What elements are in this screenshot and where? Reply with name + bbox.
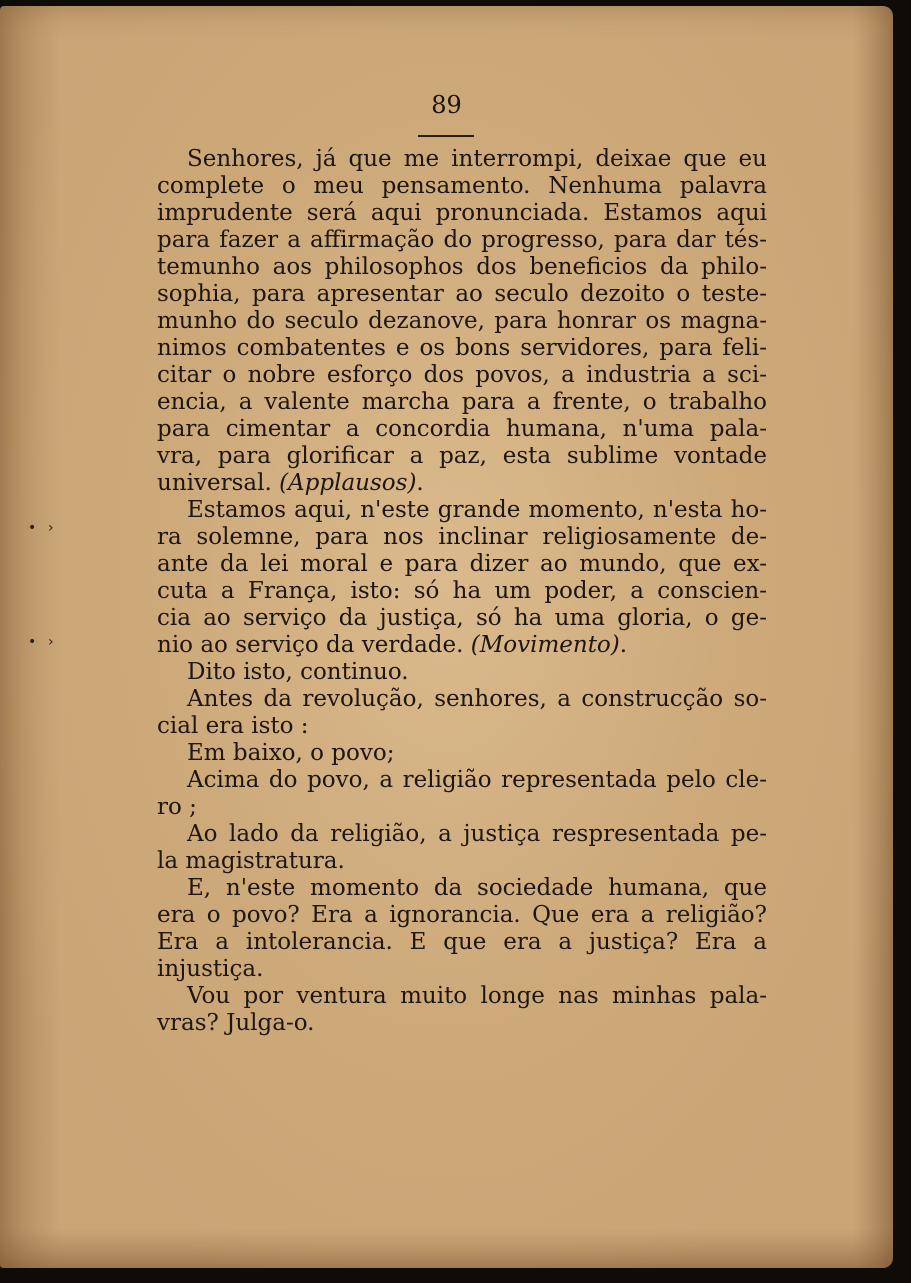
text-segment: .: [416, 470, 424, 496]
text-line: Vou por ventura muito longe nas minhas pala-: [187, 983, 767, 1009]
text-line: Ao lado da religião, a justiça respresentada pe-: [187, 821, 767, 847]
text-line: imprudente será aqui pronunciada. Estamos aqui: [157, 200, 767, 226]
body-text: [157, 146, 767, 1037]
text-line: sophia, para apresentar ao seculo dezoito o teste-: [157, 281, 767, 307]
text-line: para fazer a affirmação do progresso, para dar tés-: [157, 227, 767, 253]
margin-mark: ›: [48, 520, 54, 536]
text-line: era o povo? Era a ignorancia. Que era a religião?: [157, 902, 767, 928]
margin-mark: ›: [48, 634, 54, 650]
text-line: munho do seculo dezanove, para honrar os magna-: [157, 308, 767, 334]
text-line: Senhores, já que me interrompi, deixae que eu: [187, 146, 767, 172]
text-line: para cimentar a concordia humana, n'uma pala-: [157, 416, 767, 442]
header-rule: [418, 135, 474, 137]
text-line: citar o nobre esforço dos povos, a industria a sci-: [157, 362, 767, 388]
text-line: la magistratura.: [157, 848, 345, 874]
text-line: encia, a valente marcha para a frente, o trabalho: [157, 389, 767, 415]
text-segment: nio ao serviço da verdade.: [157, 632, 471, 658]
text-line: vra, para glorificar a paz, esta sublime vontade: [157, 443, 767, 469]
text-line: cia ao serviço da justiça, só ha uma gloria, o ge-: [157, 605, 767, 631]
text-line: Em baixo, o povo;: [187, 740, 395, 766]
text-line: cuta a França, isto: só ha um poder, a conscien-: [157, 578, 767, 604]
text-line: Era a intolerancia. E que era a justiça? Era a: [157, 929, 767, 955]
text-line: injustiça.: [157, 956, 264, 982]
text-line: Antes da revolução, senhores, a construcção so-: [187, 686, 767, 712]
text-segment: universal.: [157, 470, 280, 496]
text-line: cial era isto :: [157, 713, 309, 739]
text-line: [157, 632, 767, 659]
text-line: complete o meu pensamento. Nenhuma palavra: [157, 173, 767, 199]
text-segment: .: [619, 632, 628, 658]
stage-direction: (Movimento): [470, 632, 620, 658]
text-line: nimos combatentes e os bons servidores, para feli-: [157, 335, 767, 361]
text-line: Acima do povo, a religião representada pelo cle-: [187, 767, 767, 793]
text-line: ro ;: [157, 794, 197, 820]
text-line: ante da lei moral e para dizer ao mundo, que ex-: [157, 551, 767, 577]
stage-direction: (Applausos): [279, 470, 417, 496]
page-number: 89: [431, 91, 462, 119]
text-line: [157, 470, 767, 497]
book-page: [0, 6, 893, 1268]
text-line: ra solemne, para nos inclinar religiosamente de-: [157, 524, 767, 550]
text-line: E, n'este momento da sociedade humana, que: [187, 875, 767, 901]
text-line: vras? Julga-o.: [157, 1010, 315, 1036]
text-line: Dito isto, continuo.: [187, 659, 409, 685]
margin-mark: •: [28, 520, 37, 536]
margin-mark: •: [28, 634, 37, 650]
text-line: temunho aos philosophos dos beneficios da philo-: [157, 254, 767, 280]
text-line: Estamos aqui, n'este grande momento, n'esta ho-: [187, 497, 767, 523]
